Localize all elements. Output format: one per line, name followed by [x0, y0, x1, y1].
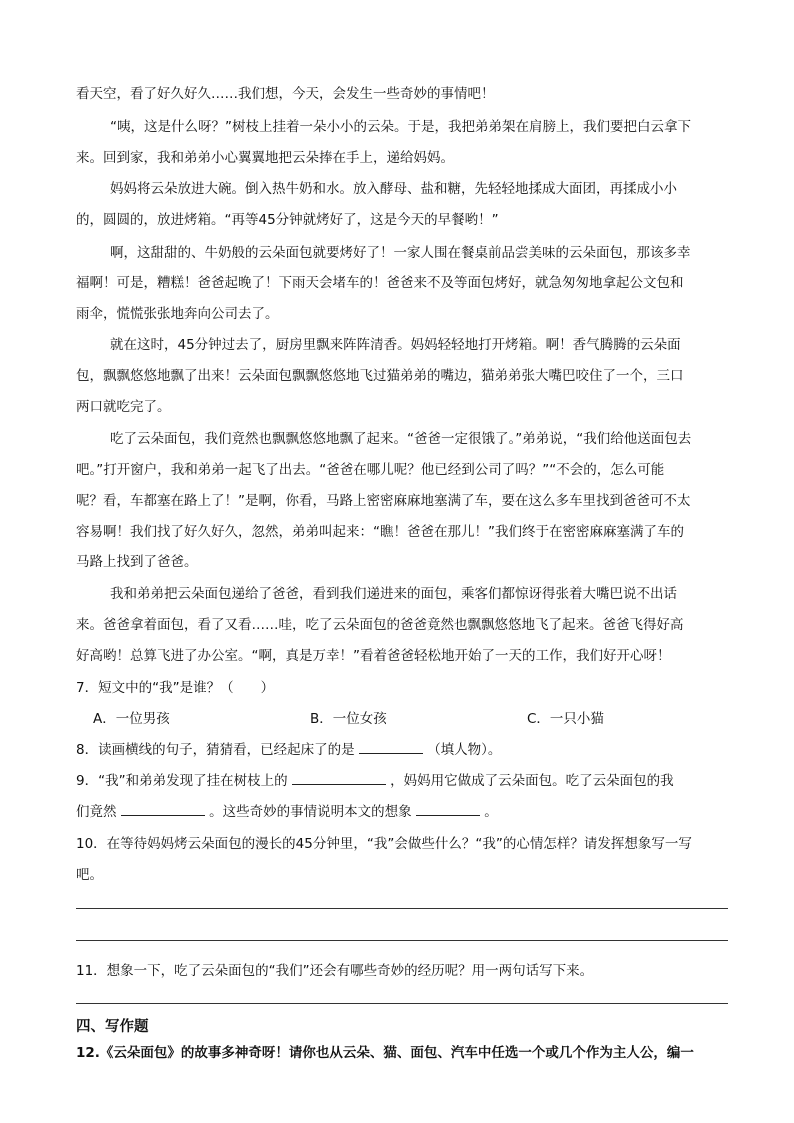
q7-option-b[interactable]: B．一位女孩	[310, 711, 387, 727]
q8-text: 8．读画横线的句子，猜猜看，已经起床了的是	[76, 742, 355, 758]
q7-option-a[interactable]: A．一位男孩	[93, 711, 170, 727]
story-line: 福啊！可是，糟糕！爸爸起晚了！下雨天会堵车的！爸爸来不及等面包烤好，就急匆匆地拿起公文包和	[76, 275, 684, 291]
story-line: 马路上找到了爸爸。	[76, 554, 198, 570]
q9-text: 9．“我”和弟弟发现了挂在树枝上的	[76, 773, 288, 789]
story-line: 的，圆圆的，放进烤箱。“再等45分钟就烤好了，这是今天的早餐哟！”	[76, 212, 499, 228]
story-line: 来。回到家，我和弟弟小心翼翼地把云朵捧在手上，递给妈妈。	[76, 150, 454, 166]
story-line: 吃了云朵面包，我们竟然也飘飘悠悠地飘了起来。“爸爸一定很饿了。”弟弟说，“我们给他送面包去	[110, 431, 692, 447]
question-9-line-2	[76, 800, 498, 820]
question-10: 10．在等待妈妈烤云朵面包的漫长的45分钟里，“我”会做些什么？“我”的心情怎样？请发挥想象写一写	[76, 836, 692, 852]
q7-option-c[interactable]: C．一只小猫	[527, 711, 604, 727]
q9-answer-blank-2[interactable]	[121, 801, 205, 816]
q9-text-l2: 们竟然	[76, 804, 117, 820]
story-line: 容易啊！我们找了好久好久，忽然，弟弟叫起来：“瞧！爸爸在那儿！”我们终于在密密麻麻塞满了车的	[76, 524, 684, 540]
q9-text-l2-mid: 。这些奇妙的事情说明本文的想象	[209, 804, 412, 820]
question-11: 11．想象一下，吃了云朵面包的“我们”还会有哪些奇妙的经历呢？用一两句话写下来。	[76, 963, 594, 979]
question-9	[76, 769, 674, 789]
q9-answer-blank-1[interactable]	[292, 770, 386, 785]
q8-text-end: （填人物）。	[427, 742, 502, 758]
question-7: 7．短文中的“我”是谁？（ ）	[76, 680, 275, 696]
q9-text-l2-end: 。	[484, 804, 498, 820]
story-line: 雨伞，慌慌张张地奔向公司去了。	[76, 306, 279, 322]
q11-answer-line[interactable]	[76, 1003, 728, 1004]
section-heading-writing: 四、写作题	[76, 1019, 149, 1035]
story-line: 看天空，看了好久好久……我们想，今天，会发生一些奇妙的事情吧！	[76, 86, 495, 102]
question-10-line-2: 吧。	[76, 867, 103, 883]
story-line: 两口就吃完了。	[76, 399, 171, 415]
question-12: 12.《云朵面包》的故事多神奇呀！请你也从云朵、猫、面包、汽车中任选一个或几个作为主人公，编一	[76, 1045, 694, 1061]
story-line: 啊，这甜甜的、牛奶般的云朵面包就要烤好了！一家人围在餐桌前品尝美味的云朵面包，那该多幸	[110, 245, 691, 261]
story-line: “咦，这是什么呀？”树枝上挂着一朵小小的云朵。于是，我把弟弟架在肩膀上，我们要把白云拿下	[110, 119, 691, 135]
story-line: 就在这时，45分钟过去了，厨房里飘来阵阵清香。妈妈轻轻地打开烤箱。啊！香气腾腾的云朵面	[110, 337, 681, 353]
story-line: 呢？看，车都塞在路上了！”是啊，你看，马路上密密麻麻地塞满了车，要在这么多车里找到爸爸可不太	[76, 493, 691, 509]
q10-answer-line[interactable]	[76, 908, 728, 909]
story-line: 包，飘飘悠悠地飘了出来！云朵面包飘飘悠悠地飞过猫弟弟的嘴边，猫弟弟张大嘴巴咬住了一个，三口	[76, 368, 684, 384]
story-line: 妈妈将云朵放进大碗。倒入热牛奶和水。放入酵母、盐和糖，先轻轻地揉成大面团，再揉成小小	[110, 181, 677, 197]
q9-text-mid: ，妈妈用它做成了云朵面包。吃了云朵面包的我	[390, 773, 674, 789]
story-line: 好高哟！总算飞进了办公室。“啊，真是万幸！”看着爸爸轻松地开始了一天的工作，我们好开心呀！	[76, 648, 671, 664]
q9-answer-blank-3[interactable]	[416, 801, 480, 816]
question-8	[76, 738, 501, 758]
q10-answer-line[interactable]	[76, 940, 728, 941]
q8-answer-blank[interactable]	[359, 739, 423, 754]
story-line: 来。爸爸拿着面包，看了又看……哇，吃了云朵面包的爸爸竟然也飘飘悠悠地飞了起来。爸爸飞得好高	[76, 617, 684, 633]
story-line: 吧。”打开窗户，我和弟弟一起飞了出去。“爸爸在哪儿呢？他已经到公司了吗？”“不会的，怎么可能	[76, 462, 665, 478]
story-line: 我和弟弟把云朵面包递给了爸爸，看到我们递进来的面包，乘客们都惊讶得张着大嘴巴说不出话	[110, 586, 677, 602]
